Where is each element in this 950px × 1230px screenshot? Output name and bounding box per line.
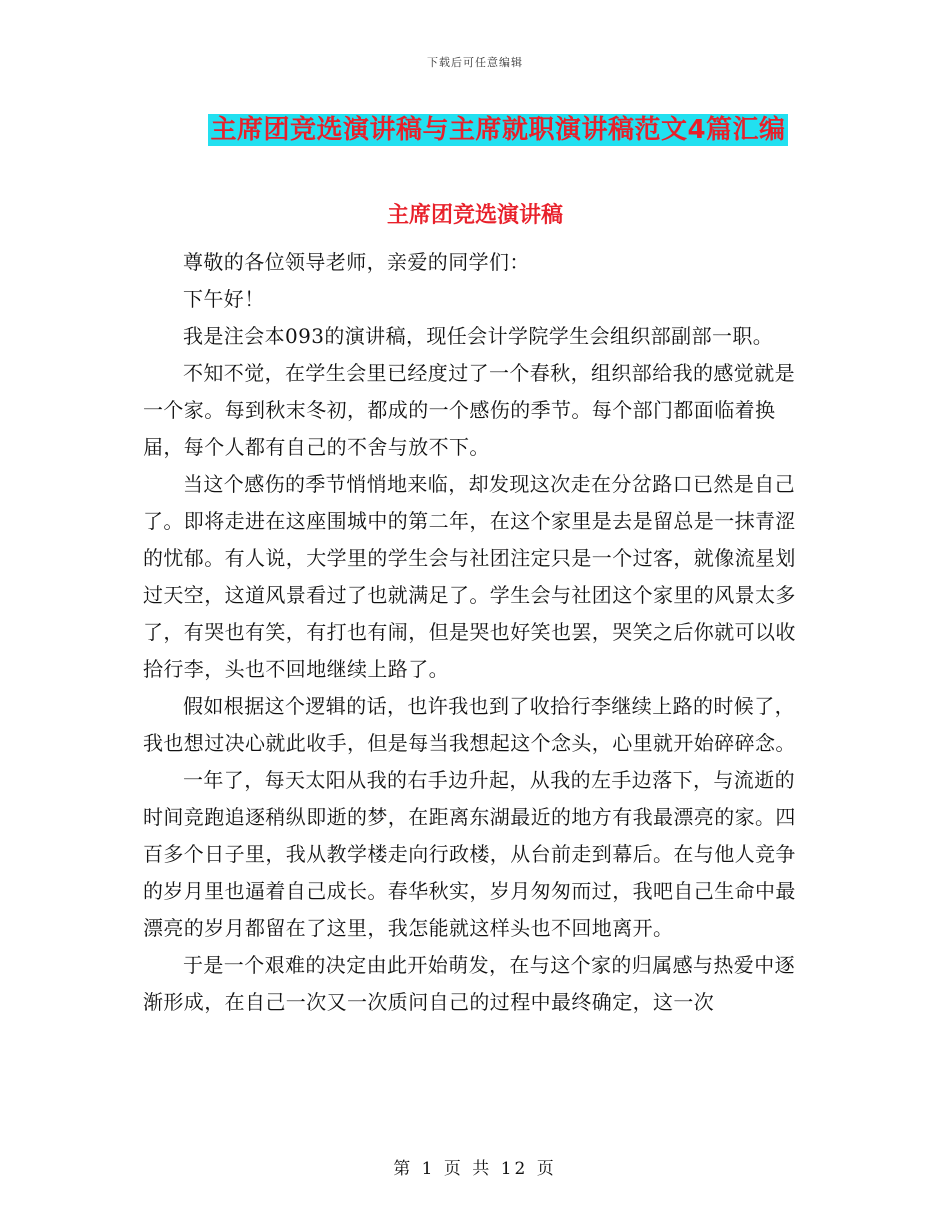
paragraph: 不知不觉，在学生会里已经度过了一个春秋，组织部给我的感觉就是一个家。每到秋末冬初，都成的一个感伤的季节。每个部门都面临着换届，每个人都有自己的不舍与放不下。 <box>143 361 795 459</box>
paragraph-greeting: 下午好！ <box>183 287 265 311</box>
page-footer: 第 1 页 共 12 页 <box>393 1159 557 1179</box>
paragraph: 我是注会本093的演讲稿，现任会计学院学生会组织部副部一职。 <box>183 324 774 348</box>
section-title: 主席团竞选演讲稿 <box>386 203 563 228</box>
paragraph-salutation: 尊敬的各位领导老师，亲爱的同学们： <box>183 250 530 274</box>
paragraph: 于是一个艰难的决定由此开始萌发，在与这个家的归属感与热爱中逐渐形成，在自己一次又一次质问自己的过程中最终确定，这一次 <box>143 953 795 1014</box>
header-note: 下载后可任意编辑 <box>427 56 523 69</box>
document-title: 主席团竞选演讲稿与主席就职演讲稿范文4篇汇编 <box>210 115 786 145</box>
document-title-container <box>0 114 950 146</box>
paragraph: 一年了，每天太阳从我的右手边升起，从我的左手边落下，与流逝的时间竞跑追逐稍纵即逝的梦，在距离东湖最近的地方有我最漂亮的家。四百多个日子里，我从教学楼走向行政楼，从台前走到幕后。在与他人竞争的岁月里也逼着自己成长。春华秋实，岁月匆匆而过，我吧自己生命中最漂亮的岁月都留在了这里，我怎能就这样头也不回地离开。 <box>143 768 796 940</box>
document-body <box>143 244 813 1021</box>
paragraph: 当这个感伤的季节悄悄地来临，却发现这次走在分岔路口已然是自己了。即将走进在这座围城中的第二年，在这个家里是去是留总是一抹青涩的忧郁。有人说，大学里的学生会与社团注定只是一个过客，就像流星划过天空，这道风景看过了也就满足了。学生会与社团这个家里的风景太多了，有哭也有笑，有打也有闹，但是哭也好笑也罢，哭笑之后你就可以收拾行李，头也不回地继续上路了。 <box>143 472 796 681</box>
paragraph: 假如根据这个逻辑的话，也许我也到了收拾行李继续上路的时候了，我也想过决心就此收手，但是每当我想起这个念头，心里就开始碎碎念。 <box>143 694 796 755</box>
